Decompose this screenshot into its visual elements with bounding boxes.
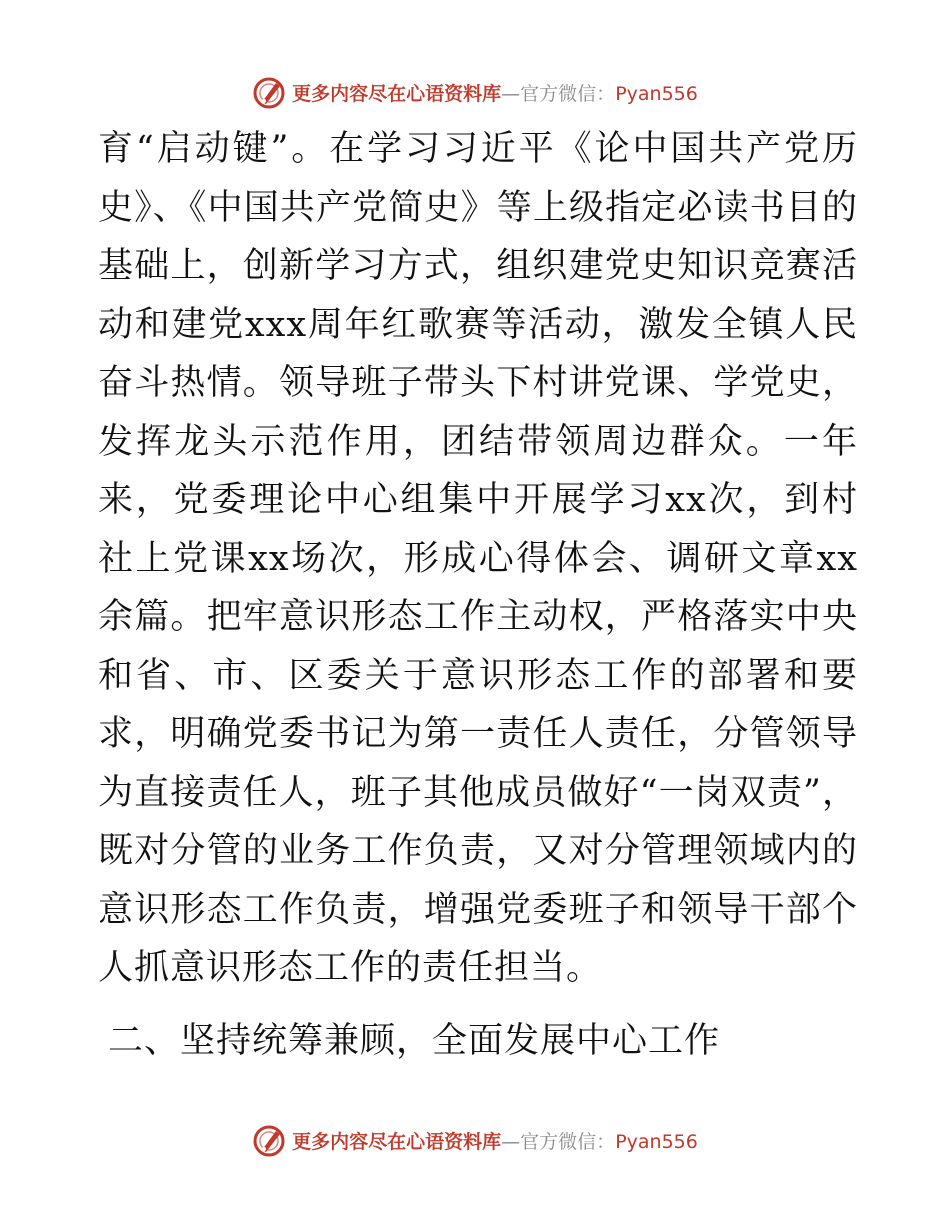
header-banner <box>0 70 950 114</box>
header-banner-wechat-id: Pyan556 <box>615 82 698 105</box>
body-paragraph: 育“启动键”。在学习习近平《论中国共产党历史》、《中国共产党简史》等上级指定必读书目的基础上，创新学习方式，组织建党史知识竞赛活动和建党xxx周年红歌赛等活动，激发全镇人民奋斗热情。领导班子带头下村讲党课、学党史，发挥龙头示范作用，团结带领周边群众。一年来，党委理论中心组集中开展学习xx次，到村社上党课xx场次，形成心得体会、调研文章xx余篇。把牢意识形态工作主动权，严格落实中央和省、市、区委关于意识形态工作的部署和要求，明确党委书记为第一责任人责任，分管领导为直接责任人，班子其他成员做好“一岗双责”，既对分管的业务工作负责，又对分管理领域内的意识形态工作负责，增强党委班子和领导干部个人抓意识形态工作的责任担当。 <box>98 129 858 988</box>
footer-banner-separator: — <box>501 1130 521 1153</box>
footer-banner-wechat-id: Pyan556 <box>615 1130 698 1153</box>
pen-nib-logo-icon <box>252 1123 286 1157</box>
footer-banner <box>0 1118 950 1162</box>
footer-banner-wechat-label: 官方微信： <box>520 1130 616 1153</box>
pen-nib-logo-icon <box>252 75 286 109</box>
header-banner-separator: — <box>501 82 521 105</box>
header-banner-wechat-label: 官方微信： <box>520 82 616 105</box>
footer-banner-lead: 更多内容尽在心语资料库 <box>292 1130 502 1153</box>
header-banner-text <box>292 79 698 106</box>
section-heading: 二、坚持统筹兼顾，全面发展中心工作 <box>108 1020 721 1061</box>
document-body <box>98 120 858 1070</box>
footer-banner-text <box>292 1127 698 1154</box>
header-banner-lead: 更多内容尽在心语资料库 <box>292 82 502 105</box>
